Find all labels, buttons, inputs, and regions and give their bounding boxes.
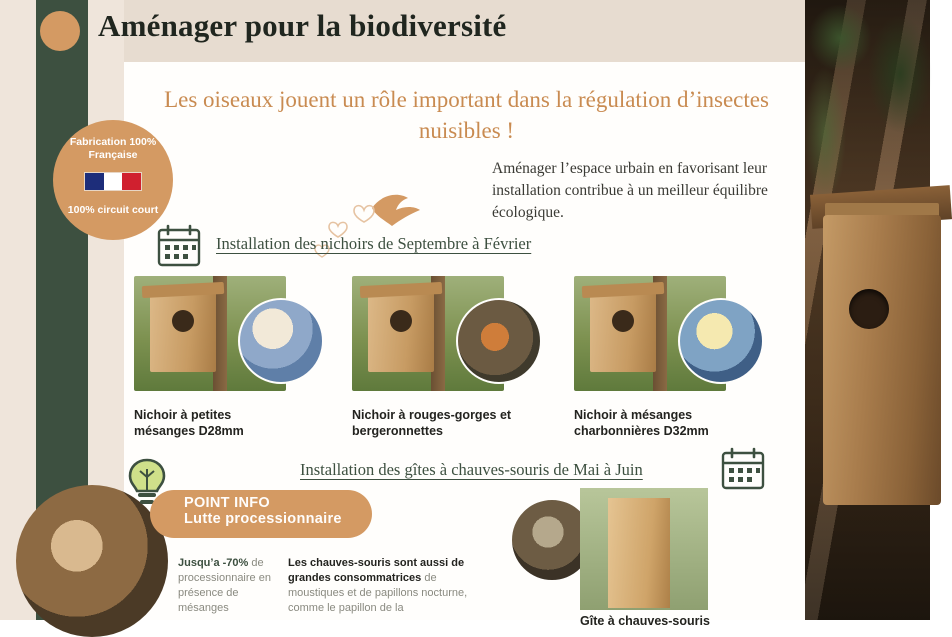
point-info-title: POINT INFO xyxy=(184,495,270,511)
intro-paragraph: Aménager l’espace urbain en favorisant leur installation contribue à un meilleur équilibre écologique. xyxy=(492,160,768,221)
point-info-subtitle: Lutte processionnaire xyxy=(184,511,342,527)
bird-photo-great-tit xyxy=(678,298,764,384)
section-heading-nestboxes: Installation des nichoirs de Septembre à Février xyxy=(216,234,532,253)
point-info-pill xyxy=(150,490,372,538)
flag-red-stripe xyxy=(122,173,141,190)
flag-white-stripe xyxy=(104,173,123,190)
badge-text-1: Fabrication 100% xyxy=(69,136,157,148)
page-title: Aménager pour la biodiversité xyxy=(98,8,507,43)
bat-house-photo xyxy=(580,488,708,610)
nestbox-body xyxy=(368,292,434,372)
nestbox-card-3 xyxy=(574,276,734,439)
nestbox-body xyxy=(150,292,216,372)
bird-photo-blue-tit xyxy=(238,298,324,384)
nestbox-caption-2: Nichoir à rouges-gorges et bergeronnettes xyxy=(352,408,512,438)
badge-text-3: 100% circuit court xyxy=(67,204,159,216)
processionnaire-stat-rest: de processionnaire en présence de mésanges xyxy=(178,557,271,614)
section-heading-bats: Installation des gîtes à chauves-souris de Mai à Juin xyxy=(300,460,643,479)
processionnaire-stat xyxy=(178,556,278,616)
flag-blue-stripe xyxy=(85,173,104,190)
processionnaire-stat-bold: Jusqu’a -70% xyxy=(178,557,249,569)
nestbox-caption-3: Nichoir à mésanges charbonnières D32mm xyxy=(574,408,709,438)
nestbox-body xyxy=(590,292,656,372)
subtitle: Les oiseaux jouent un rôle important dans la régulation d’insectes nuisibles ! xyxy=(164,87,769,143)
made-in-france-badge xyxy=(53,120,173,240)
badge-line-1 xyxy=(53,136,173,162)
french-flag-icon xyxy=(84,172,142,191)
badge-text-2: Française xyxy=(88,149,138,161)
bat-house-body xyxy=(608,498,670,608)
header-accent-dot xyxy=(40,11,80,51)
nestbox-caption-1: Nichoir à petites mésanges D28mm xyxy=(134,408,244,438)
right-photo-nestbox-tree xyxy=(805,0,930,620)
nestbox-card-1 xyxy=(134,276,294,439)
bats-description-rest: de moustiques et de papillons nocturne, comme le papillon de la xyxy=(288,572,468,614)
bats-description xyxy=(288,556,493,616)
nestbox-photo-object xyxy=(823,215,941,505)
bats-description-bold: Les chauves-souris sont aussi de grandes consommatrices xyxy=(288,557,465,584)
calendar-icon-bats xyxy=(720,447,766,491)
nestbox-card-2 xyxy=(352,276,512,439)
bird-photo-robin xyxy=(456,298,542,384)
calendar-icon xyxy=(156,224,202,268)
bat-house-caption: Gîte à chauves-souris xyxy=(580,614,710,628)
